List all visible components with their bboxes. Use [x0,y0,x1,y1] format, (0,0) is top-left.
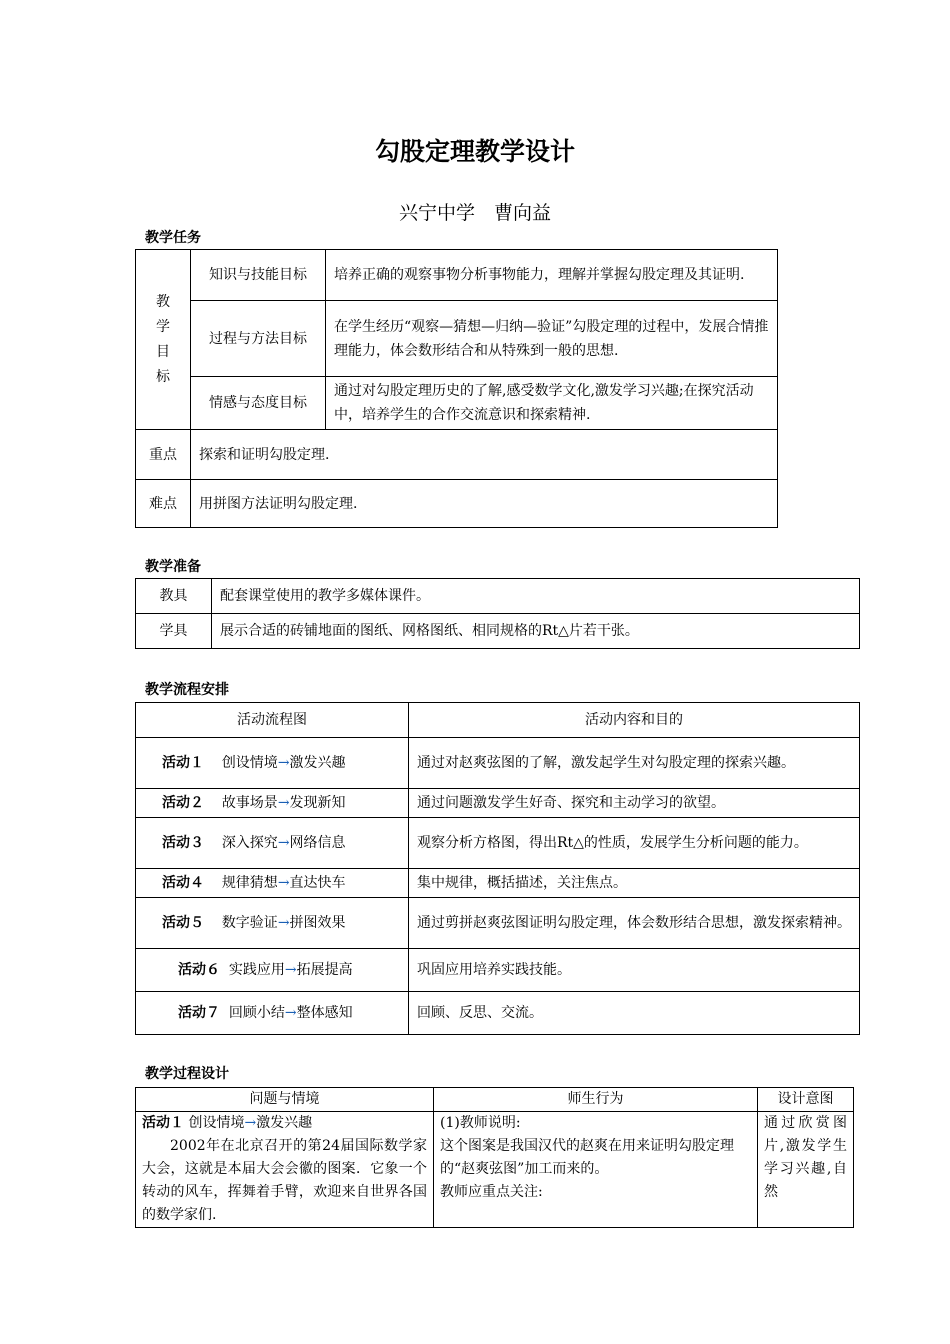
behavior-line-3: 教师应重点关注: [440,1184,543,1200]
prep-label-teacher: 教具 [136,579,212,614]
flow-purpose-4: 集中规律，概括描述，关注焦点。 [409,869,860,898]
goal-label-process: 过程与方法目标 [191,301,326,377]
behavior-line-1: (1)教师说明: [440,1115,521,1131]
activity-step-b: 整体感知 [296,1005,353,1021]
activity-step-a: 数字验证 [221,915,278,931]
process-intent-text: 通过欣赏图片,激发学生学习兴趣,自然 [758,1112,854,1228]
activity-number: 活动４ [162,875,204,891]
section-heading-prep: 教学准备 [145,559,201,575]
activity-step-a: 回顾小结 [228,1005,285,1021]
arrow-icon: → [284,1005,297,1021]
flow-activity-7 [136,992,409,1035]
difficulty-label: 难点 [136,480,191,528]
behavior-line-2: 这个图案是我国汉代的赵爽在用来证明勾股定理的“赵爽弦图”加工而来的。 [440,1138,734,1177]
section-heading-flow: 教学流程安排 [145,682,229,698]
arrow-icon: → [277,835,290,851]
prep-text-student: 展示合适的砖铺地面的图纸、网格图纸、相同规格的Rt△片若干张。 [212,614,860,649]
activity-number: 活动６ [178,962,220,978]
flow-col-header-2: 活动内容和目的 [409,703,860,738]
activity-step-a: 创设情境 [221,755,278,771]
activity-step-a: 规律猜想 [221,875,278,891]
activity-number: 活动５ [162,915,204,931]
section-heading-task: 教学任务 [145,230,201,246]
flow-activity-4 [136,869,409,898]
activity-step-a: 创设情境 [188,1115,245,1131]
activity-number: 活动７ [178,1005,220,1021]
prep-label-student: 学具 [136,614,212,649]
activity-step-b: 发现新知 [289,795,346,811]
flow-purpose-1: 通过对赵爽弦图的了解，激发起学生对勾股定理的探索兴趣。 [409,738,860,789]
activity-step-b: 拓展提高 [296,962,353,978]
process-situation-text: 2002年在北京召开的第24届国际数学家大会，这就是本届大会会徽的图案．它象一个转动的风车，挥舞着手臂，欢迎来自世界各国的数学家们. [142,1138,427,1223]
key-point-label: 重点 [136,430,191,480]
flow-purpose-7: 回顾、反思、交流。 [409,992,860,1035]
activity-step-a: 实践应用 [228,962,285,978]
prep-text-teacher: 配套课堂使用的教学多媒体课件。 [212,579,860,614]
activity-step-b: 网络信息 [289,835,346,851]
goal-text-emotion: 通过对勾股定理历史的了解,感受数学文化,激发学习兴趣;在探究活动中，培养学生的合作交流意识和探索精神. [326,377,778,430]
activity-number: 活动１ [162,755,204,771]
arrow-icon: → [244,1115,257,1131]
activity-step-b: 激发兴趣 [289,755,346,771]
activity-step-a: 故事场景 [221,795,278,811]
flow-purpose-3: 观察分析方格图，得出Rt△的性质，发展学生分析问题的能力。 [409,818,860,869]
activity-number: 活动３ [162,835,204,851]
flow-activity-5 [136,898,409,949]
flow-purpose-5: 通过剪拼赵爽弦图证明勾股定理，体会数形结合思想，激发探索精神。 [409,898,860,949]
arrow-icon: → [277,915,290,931]
section-heading-process: 教学过程设计 [145,1066,229,1082]
goal-label-knowledge: 知识与技能目标 [191,250,326,301]
goal-text-knowledge: 培养正确的观察事物分析事物能力，理解并掌握勾股定理及其证明. [326,250,778,301]
process-situation-cell [136,1112,434,1228]
flow-activity-2 [136,789,409,818]
goal-text-process: 在学生经历“观察—猜想—归纳—验证”勾股定理的过程中，发展合情推理能力，体会数形结合和从特殊到一般的思想. [326,301,778,377]
prep-table [135,578,860,649]
key-point-text: 探索和证明勾股定理. [191,430,778,480]
activity-step-b: 激发兴趣 [256,1115,313,1131]
flow-activity-1 [136,738,409,789]
arrow-icon: → [277,755,290,771]
process-behavior-cell [434,1112,758,1228]
process-col-header-3: 设计意图 [758,1088,854,1112]
goal-label: 教 学 目 标 [136,250,191,430]
activity-step-b: 直达快车 [289,875,346,891]
flow-activity-3 [136,818,409,869]
process-activity-title [142,1112,427,1135]
activity-step-a: 深入探究 [221,835,278,851]
flow-purpose-2: 通过问题激发学生好奇、探究和主动学习的欲望。 [409,789,860,818]
goal-label-emotion: 情感与态度目标 [191,377,326,430]
process-table [135,1087,854,1228]
process-col-header-2: 师生行为 [434,1088,758,1112]
arrow-icon: → [277,875,290,891]
flow-purpose-6: 巩固应用培养实践技能。 [409,949,860,992]
document-title: 勾股定理教学设计 [374,137,575,166]
activity-number: 活动１ [142,1115,184,1131]
flow-activity-6 [136,949,409,992]
activity-step-b: 拼图效果 [289,915,346,931]
flow-table [135,702,860,1035]
activity-number: 活动２ [162,795,204,811]
task-table [135,249,778,528]
difficulty-text: 用拼图方法证明勾股定理. [191,480,778,528]
arrow-icon: → [277,795,290,811]
arrow-icon: → [284,962,297,978]
flow-col-header-1: 活动流程图 [136,703,409,738]
author-line: 兴宁中学 曹向益 [398,202,551,224]
process-col-header-1: 问题与情境 [136,1088,434,1112]
